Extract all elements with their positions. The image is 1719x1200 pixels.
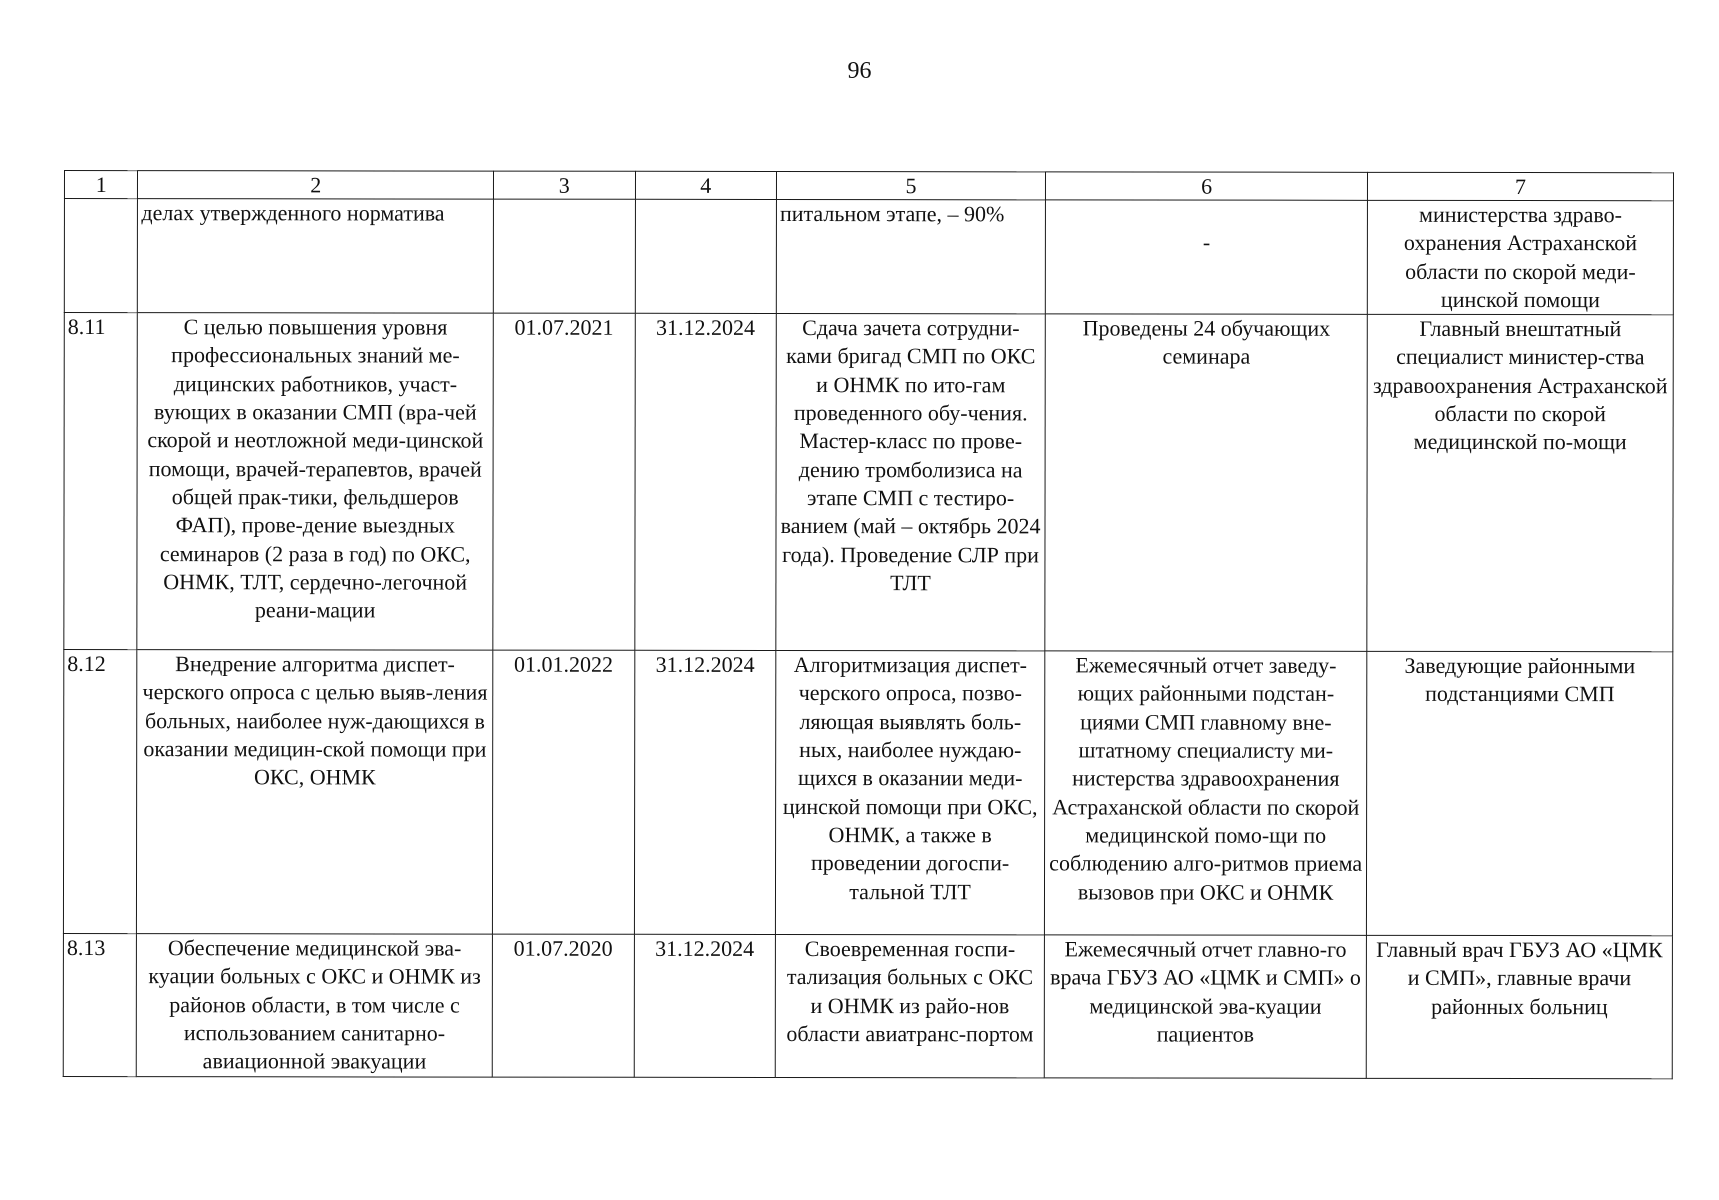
plan-table <box>63 170 1674 1079</box>
continuation-row <box>64 199 1673 315</box>
row-end-date-cell: 31.12.2024 <box>634 313 776 650</box>
cont-control-cell <box>1045 200 1367 315</box>
row-result-cell: Сдача зачета сотрудни-ками бригад СМП по ОКС и ОНМК по ито-гам проведенного обу-чения. Мастер-класс по прове-дению тромболизиса на этапе СМП с тестиро-ванием (май – октябрь 2024 года). Проведение СЛР при ТЛТ <box>776 314 1046 651</box>
row-action-cell: Обеспечение медицинской эва-куации больных с ОКС и ОНМК из районов области, в том числе с использованием санитарно-авиационной эвакуации <box>137 934 493 1077</box>
cont-responsible-cell: министерства здраво-охранения Астраханской области по скорой меди-цинской помощи <box>1367 200 1673 315</box>
cont-action-cell: делах утвержденного норматива <box>138 199 494 314</box>
cont-start-cell <box>493 199 635 313</box>
row-end-date-cell: 31.12.2024 <box>634 934 776 1077</box>
row-action-cell: Внедрение алгоритма диспет-черского опроса с целью выяв-ления больных, наиболее нуж-дающихся в оказании медицин-ской помощи при ОКС, ОНМК <box>137 650 493 934</box>
table-row <box>63 650 1672 936</box>
column-header-5: 5 <box>777 171 1046 199</box>
row-num-cell: 8.12 <box>63 650 137 934</box>
row-control-cell: Ежемесячный отчет главно-го врача ГБУЗ АО «ЦМК и СМП» о медицинской эва-куации пациентов <box>1044 935 1366 1078</box>
row-responsible-cell: Главный врач ГБУЗ АО «ЦМК и СМП», главные врачи районных больниц <box>1366 936 1672 1079</box>
cont-control-dash: - <box>1202 229 1211 255</box>
row-start-date-cell: 01.07.2021 <box>493 313 635 650</box>
cont-end-cell <box>635 199 777 313</box>
row-end-date-cell: 31.12.2024 <box>634 650 776 934</box>
row-result-cell: Своевременная госпи-тализация больных с ОКС и ОНМК из райо-нов области авиатранс-портом <box>775 935 1044 1078</box>
row-responsible-cell: Главный внештатный специалист министер-ства здравоохранения Астраханской области по скорой медицинской по-мощи <box>1367 315 1673 652</box>
header-row <box>64 171 1673 201</box>
cont-result-cell: питальном этапе, – 90% <box>776 199 1045 314</box>
table-row <box>63 934 1672 1079</box>
row-action-cell: С целью повышения уровня профессиональных знаний ме-дицинских работников, участ-вующих в оказании СМП (вра-чей скорой и неотложной меди-цинской помощи, врачей-терапевтов, врачей общей прак-тики, фельдшеров ФАП), прове-дение выездных семинаров (2 раза в год) по ОКС, ОНМК, ТЛТ, сердечно-легочной реани-мации <box>137 313 493 650</box>
row-control-cell: Проведены 24 обучающих семинара <box>1045 314 1367 651</box>
cont-num-cell <box>64 199 138 313</box>
column-header-1: 1 <box>64 171 138 199</box>
row-num-cell: 8.13 <box>63 934 137 1077</box>
row-start-date-cell: 01.01.2022 <box>492 650 634 934</box>
column-header-3: 3 <box>493 171 635 199</box>
page-number: 96 <box>847 58 872 84</box>
table-row <box>64 313 1673 652</box>
column-header-4: 4 <box>635 171 777 199</box>
row-responsible-cell: Заведующие районными подстанциями СМП <box>1367 652 1673 936</box>
row-num-cell: 8.11 <box>64 313 138 650</box>
column-header-2: 2 <box>138 171 494 199</box>
row-start-date-cell: 01.07.2020 <box>492 934 634 1077</box>
column-header-7: 7 <box>1368 172 1674 200</box>
row-control-cell: Ежемесячный отчет заведу-ющих районными подстан-циями СМП главному вне-штатному специалисту ми-нистерства здравоохранения Астраханской области по скорой медицинской помо-щи по соблюдению алго-ритмов приема вызовов при ОКС и ОНМК <box>1045 651 1367 935</box>
row-result-cell: Алгоритмизация диспет-черского опроса, позво-ляющая выявлять боль-ных, наиболее нуждаю-щихся в оказании меди-цинской помощи при ОКС, ОНМК, а также в проведении догоспи-тальной ТЛТ <box>775 651 1044 935</box>
column-header-6: 6 <box>1046 172 1368 200</box>
